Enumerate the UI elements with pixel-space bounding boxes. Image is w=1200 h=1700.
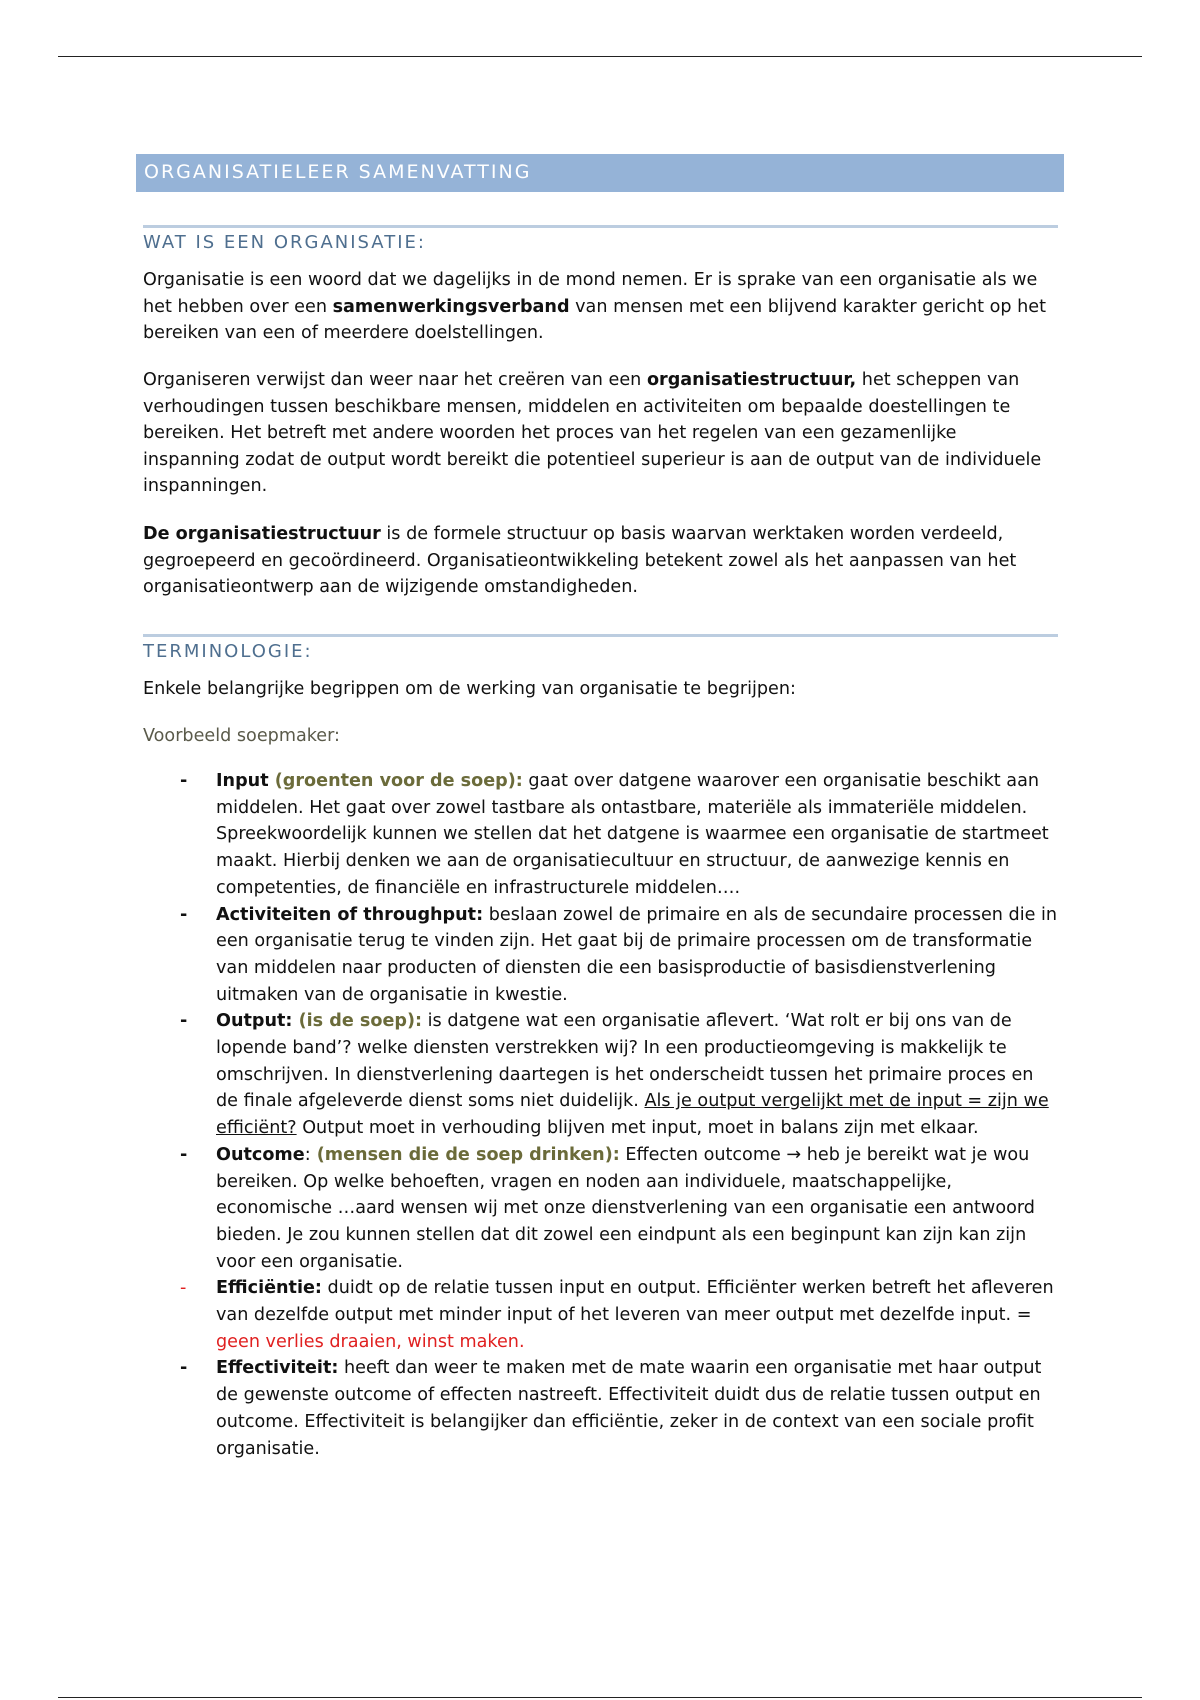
term-input: Input: [216, 771, 269, 791]
list-item-outcome: [180, 1142, 1060, 1276]
definition-output-tail: Output moet in verhouding blijven met input, moet in balans zijn met elkaar.: [296, 1118, 979, 1139]
term-outcome-colon: :: [304, 1144, 311, 1165]
section-heading-organisatie-label: WAT IS EEN ORGANISATIE:: [143, 232, 426, 253]
soup-example-output: (is de soep):: [292, 1011, 423, 1032]
definition-efficientie: duidt op de relatie tussen input en output. Efficiënter werken betreft het afleveren van dezelfde output met minder input of het leveren van meer output met dezelfde input. =: [216, 1278, 1054, 1326]
paragraph-terminologie-intro: Enkele belangrijke begrippen om de werking van organisatie te begrijpen:: [143, 679, 796, 699]
definition-throughput: beslaan zowel de primaire en als de secundaire processen die in een organisatie terug te vinden zijn. Het gaat bij de primaire processen om de transformatie van middelen naar producten of diensten die een basisproductie of basisdienstverlening uitmaken van de organisatie in kwestie.: [216, 904, 1058, 1005]
bold-term-samenwerkingsverband: samenwerkingsverband: [332, 296, 570, 317]
section-heading-organisatie: [143, 225, 1058, 253]
term-throughput: Activiteiten of throughput:: [216, 904, 484, 925]
list-bullet: -: [180, 1358, 188, 1379]
paragraph-organisatie-definition: [143, 267, 1058, 347]
term-effectiviteit: Effectiviteit:: [216, 1358, 339, 1379]
list-bullet: -: [180, 1144, 188, 1165]
page-bottom-rule: [58, 1697, 1142, 1698]
text-run: van mensen met een blijvend karakter gericht op het bereiken van een of meerdere doelstellingen.: [143, 296, 1046, 343]
text-run: Organisatie is een woord dat we dagelijks in de mond nemen. Er is sprake van een organisatie als we het hebben over een: [143, 270, 1038, 317]
paragraph-organisatiestructuur: [143, 521, 1058, 601]
text-run: is de formele structuur op basis waarvan werktaken worden verdeeld, gegroepeerd en gecoördineerd. Organisatieontwikkeling betekent zowel als het aanpassen van het organisatieontwerp aan de wijzigende omstandigheden.: [143, 524, 1017, 597]
list-bullet: -: [180, 1011, 188, 1032]
section-heading-terminologie: [143, 634, 1058, 662]
page-top-rule: [58, 56, 1142, 57]
text-run: het scheppen van verhoudingen tussen beschikbare mensen, middelen en activiteiten om bepaalde doestellingen te bereiken. Het betreft met andere woorden het proces van het regelen van een gezamenlijke inspanning zodat de output wordt bereikt die potentieel superieur is aan de output van de individuele inspanningen.: [143, 370, 1042, 496]
list-item-effectiviteit: [180, 1355, 1060, 1462]
document-title-bar: [136, 154, 1064, 192]
list-bullet: -: [180, 771, 188, 791]
bold-term-de-organisatiestructuur: De organisatiestructuur: [143, 524, 381, 544]
definition-output: is datgene wat een organisatie aflevert. ‘Wat rolt er bij ons van de lopende band’? welke diensten verstrekken wij? In een productieomgeving is makkelijk te omschrijven. In dienstverlening daartegen is het onderscheidt tussen het primaire proces en de finale afgeleverde dienst soms niet duidelijk.: [216, 1011, 1034, 1112]
paragraph-organiseren: [143, 367, 1058, 500]
section-heading-terminologie-label: TERMINOLOGIE:: [143, 641, 313, 662]
term-outcome: Outcome: [216, 1144, 305, 1165]
definition-outcome: Effecten outcome → heb je bereikt wat je wou bereiken. Op welke behoeften, vragen en noden aan individuele, maatschappelijke, economische …aard wensen wij met onze dienstverlening van een organisatie een antwoord bieden. Je zou kunnen stellen dat dit zowel een eindpunt als een beginpunt kan zijn kan zijn voor een organisatie.: [216, 1144, 1035, 1272]
list-item-throughput: [180, 902, 1060, 1009]
example-label-soepmaker: Voorbeeld soepmaker:: [143, 726, 340, 746]
list-item-efficientie: [180, 1275, 1060, 1355]
document-title: ORGANISATIELEER SAMENVATTING: [144, 161, 532, 183]
soup-example-outcome: (mensen die de soep drinken):: [310, 1144, 620, 1165]
term-efficientie: Efficiëntie:: [216, 1278, 322, 1299]
text-run: Organiseren verwijst dan weer naar het creëren van een: [143, 370, 647, 390]
highlight-winst-maken: geen verlies draaien, winst maken.: [216, 1331, 525, 1352]
list-bullet: -: [180, 904, 188, 925]
list-bullet: -: [180, 1278, 187, 1299]
definition-effectiviteit: heeft dan weer te maken met de mate waarin een organisatie met haar output de gewenste outcome of effecten nastreeft. Effectiviteit duidt dus de relatie tussen output en outcome. Effectiviteit is belangijker dan efficiëntie, zeker in de context van een sociale profit organisatie.: [216, 1358, 1042, 1459]
terminology-list: [180, 768, 1060, 1462]
list-item-input: [180, 768, 1060, 902]
list-item-output: [180, 1008, 1060, 1142]
definition-input: gaat over datgene waarover een organisatie beschikt aan middelen. Het gaat over zowel tastbare als ontastbare, materiële als immateriële middelen. Spreekwoordelijk kunnen we stellen dat het datgene is waarmee een organisatie de startmeet maakt. Hierbij denken we aan de organisatiecultuur en structuur, de aanwezige kennis en competenties, de financiële en infrastructurele middelen….: [216, 771, 1049, 898]
bold-term-organisatiestructuur: organisatiestructuur,: [646, 370, 857, 390]
soup-example-input: (groenten voor de soep):: [268, 771, 523, 791]
term-output: Output:: [216, 1011, 293, 1032]
underlined-question-efficient: Als je output vergelijkt met de input = zijn we efficiënt?: [216, 1091, 1049, 1139]
